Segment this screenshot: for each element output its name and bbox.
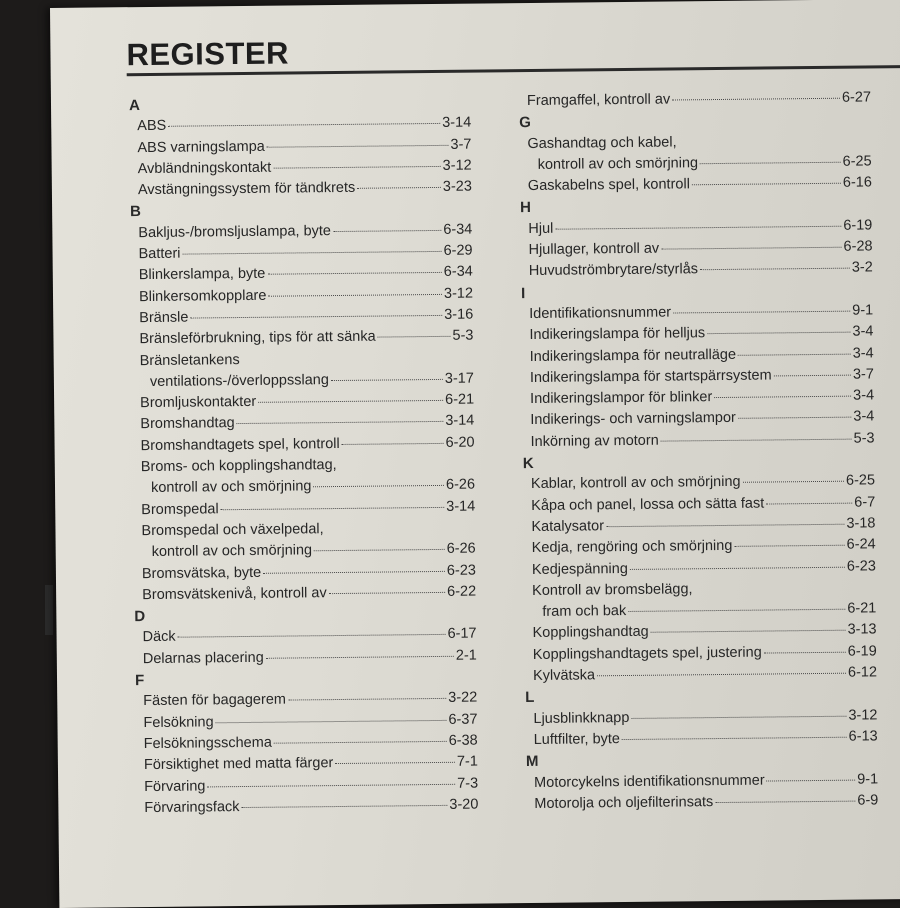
index-entry-name: Gaskabelns spel, kontroll bbox=[527, 176, 690, 195]
index-entry-name: Indikeringslampor för blinker bbox=[530, 389, 713, 408]
index-entry-page: 6-29 bbox=[443, 242, 473, 259]
index-entry-page: 9-1 bbox=[852, 302, 874, 319]
index-entry-page: 6-23 bbox=[846, 557, 876, 575]
index-entry-page: 3-12 bbox=[442, 157, 472, 174]
index-entry-name: Katalysator bbox=[531, 518, 605, 535]
index-section-letter: K bbox=[522, 455, 534, 473]
index-entry-name: Motorcykelns identifikationsnummer bbox=[534, 772, 765, 791]
dot-leader bbox=[267, 272, 441, 275]
dot-leader bbox=[651, 630, 846, 633]
index-entry-heading: Bränsletankens bbox=[139, 351, 240, 369]
index-entry-page: 3-2 bbox=[851, 259, 873, 276]
index-entry-page: 3-14 bbox=[446, 498, 476, 515]
index-entry-name: Inkörning av motorn bbox=[530, 432, 659, 450]
index-entry-name: Felsökningsschema bbox=[143, 734, 272, 752]
dot-leader bbox=[313, 485, 444, 487]
index-entry-name: Indikeringslampa för neutralläge bbox=[529, 346, 737, 365]
index-entry-page: 2-1 bbox=[455, 647, 477, 664]
index-entry-name: Kablar, kontroll av och smörjning bbox=[530, 474, 741, 493]
dot-leader bbox=[258, 400, 443, 403]
index-entry bbox=[136, 794, 478, 819]
dot-leader bbox=[168, 123, 440, 127]
index-entry-page: 5-3 bbox=[853, 430, 875, 447]
index-entry-page: 6-26 bbox=[446, 540, 476, 558]
index-entry-name: Förvaringsfack bbox=[144, 798, 240, 816]
index-entry-page: 3-4 bbox=[853, 408, 875, 426]
index-entry-page: 6-28 bbox=[843, 238, 873, 255]
index-entry-name: ventilations-/överloppsslang bbox=[149, 371, 329, 390]
dot-leader bbox=[331, 379, 443, 381]
index-entry-name: Bromljuskontakter bbox=[140, 394, 257, 412]
index-entry-name: Kåpa och panel, lossa och sätta fast bbox=[531, 495, 765, 514]
dot-leader bbox=[333, 230, 441, 232]
dot-leader bbox=[630, 566, 845, 569]
index-entry-page: 6-22 bbox=[447, 583, 477, 600]
index-entry-page: 3-22 bbox=[448, 689, 478, 707]
index-entry-name: Avbländningskontakt bbox=[137, 159, 272, 177]
index-section-letter: L bbox=[525, 689, 535, 707]
dot-leader bbox=[241, 805, 447, 808]
index-entry-page: 3-14 bbox=[445, 413, 475, 430]
dot-leader bbox=[555, 226, 841, 230]
index-section-letter: A bbox=[128, 97, 140, 115]
index-entry-name: kontroll av och smörjning bbox=[150, 478, 312, 497]
index-entry-page: 3-18 bbox=[846, 515, 876, 532]
index-entry-page: 3-20 bbox=[449, 796, 479, 813]
dot-leader bbox=[628, 609, 845, 612]
index-entry-name: fram och bak bbox=[542, 603, 627, 621]
index-entry-page: 6-21 bbox=[847, 600, 877, 617]
index-section-letter: B bbox=[130, 203, 142, 221]
dot-leader bbox=[774, 374, 851, 376]
index-entry-page: 6-37 bbox=[448, 711, 478, 728]
dot-leader bbox=[342, 443, 444, 445]
index-section-letter: H bbox=[520, 199, 532, 217]
dot-leader bbox=[700, 268, 850, 271]
index-entry-name: Bränsle bbox=[139, 309, 189, 327]
index-entry-page: 6-7 bbox=[854, 494, 876, 511]
index-entry-name: Indikeringslampa för startspärrsystem bbox=[529, 367, 772, 386]
dot-leader bbox=[357, 187, 441, 189]
index-entry-name: Kopplingshandtag bbox=[532, 624, 649, 642]
index-entry-name: ABS varningslampa bbox=[137, 138, 265, 156]
index-section-letter: M bbox=[525, 753, 539, 771]
index-entry-name: Motorolja och oljefilterinsats bbox=[534, 793, 714, 812]
dot-leader bbox=[183, 251, 442, 255]
index-entry-name: Delarnas placering bbox=[142, 649, 264, 667]
dot-leader bbox=[606, 524, 844, 527]
index-entry-name: Däck bbox=[142, 629, 176, 646]
index-entry-name: Ljusblinkknapp bbox=[533, 709, 630, 727]
index-entry-name: Bromshandtag bbox=[140, 415, 235, 433]
index-entry-page: 6-38 bbox=[448, 732, 478, 749]
index-entry-page: 3-7 bbox=[450, 136, 472, 153]
index-entry-name: Hjul bbox=[528, 220, 554, 237]
index-entry-page: 3-4 bbox=[853, 387, 875, 404]
index-entry-name: Indikerings- och varningslampor bbox=[530, 410, 736, 429]
dot-leader bbox=[738, 353, 851, 355]
index-entry-page: 6-16 bbox=[842, 174, 872, 191]
index-entry-page: 3-4 bbox=[852, 344, 874, 362]
index-entry-name: Försiktighet med matta färger bbox=[143, 755, 334, 774]
index-entry-name: Bromsvätskenivå, kontroll av bbox=[142, 584, 327, 603]
dot-leader bbox=[190, 315, 442, 319]
dot-leader bbox=[263, 570, 445, 573]
index-entry-heading: Broms- och kopplingshandtag, bbox=[140, 457, 337, 476]
index-entry-name: Bakljus-/bromsljuslampa, byte bbox=[138, 222, 332, 241]
index-entry-name: Bromspedal bbox=[141, 500, 219, 518]
index-column-left bbox=[129, 92, 479, 820]
index-entry-page: 3-17 bbox=[444, 370, 474, 387]
index-entry-heading: Kontroll av bromsbelägg, bbox=[532, 581, 693, 599]
index-entry-page: 3-14 bbox=[442, 114, 472, 132]
index-entry-page: 7-1 bbox=[456, 753, 479, 770]
dot-leader bbox=[673, 311, 850, 314]
index-entry-name: Kedjespänning bbox=[531, 560, 628, 578]
index-entry-page: 6-27 bbox=[841, 89, 872, 106]
index-entry-page: 6-9 bbox=[857, 792, 879, 809]
index-entry bbox=[526, 790, 878, 815]
dot-leader bbox=[329, 592, 445, 594]
index-entry-page: 3-12 bbox=[848, 706, 878, 724]
dot-leader bbox=[335, 762, 455, 764]
index-entry-page: 3-4 bbox=[852, 323, 874, 340]
dot-leader bbox=[288, 698, 446, 701]
index-page bbox=[50, 0, 900, 908]
index-entry-name: Indikeringslampa för helljus bbox=[529, 325, 706, 344]
index-entry-page: 6-19 bbox=[847, 643, 877, 660]
dot-leader bbox=[178, 634, 446, 638]
index-entry-name: Blinkersomkopplare bbox=[138, 287, 267, 305]
index-entry-page: 6-12 bbox=[847, 664, 878, 681]
index-entry-page: 6-20 bbox=[445, 434, 475, 451]
dot-leader bbox=[221, 507, 445, 510]
index-entry-page: 6-34 bbox=[443, 221, 473, 238]
index-entry-page: 5-3 bbox=[452, 327, 474, 345]
dot-leader bbox=[661, 247, 841, 250]
dot-leader bbox=[274, 741, 447, 744]
index-entry-name: Kedja, rengöring och smörjning bbox=[531, 538, 733, 557]
index-section-letter: I bbox=[520, 284, 526, 302]
dot-leader bbox=[707, 332, 850, 335]
dot-leader bbox=[631, 715, 846, 718]
dot-leader bbox=[314, 549, 445, 551]
index-entry-page: 6-19 bbox=[843, 217, 873, 234]
index-entry-page: 6-25 bbox=[845, 472, 876, 490]
dot-leader bbox=[700, 162, 841, 164]
dot-leader bbox=[714, 396, 851, 398]
dot-leader bbox=[207, 783, 455, 787]
dot-leader bbox=[764, 651, 846, 653]
dot-leader bbox=[715, 800, 855, 802]
dot-leader bbox=[268, 294, 442, 297]
index-entry-name: ABS bbox=[137, 118, 167, 135]
index-column-right bbox=[519, 87, 879, 815]
page-title: REGISTER bbox=[126, 35, 290, 73]
dot-leader bbox=[237, 421, 444, 424]
dot-leader bbox=[738, 417, 852, 419]
index-entry-page: 6-17 bbox=[447, 625, 477, 643]
dot-leader bbox=[597, 673, 846, 677]
index-entry-page: 6-24 bbox=[846, 536, 876, 553]
index-entry-page: 3-13 bbox=[847, 621, 877, 639]
index-entry-name: Luftfilter, byte bbox=[533, 730, 621, 748]
index-entry-name: Huvudströmbrytare/styrlås bbox=[528, 261, 699, 280]
index-entry-name: Förvaring bbox=[144, 777, 206, 795]
index-entry-name: Kopplingshandtagets spel, justering bbox=[532, 644, 762, 663]
index-entry-name: Blinkerslampa, byte bbox=[138, 266, 266, 284]
dot-leader bbox=[767, 779, 856, 781]
index-entry-name: Identifikationsnummer bbox=[529, 304, 672, 322]
index-entry-page: 3-16 bbox=[444, 306, 474, 323]
index-entry-page: 6-13 bbox=[848, 728, 878, 745]
dot-leader bbox=[692, 183, 841, 186]
index-section-letter: G bbox=[519, 114, 531, 132]
index-entry-page: 6-25 bbox=[842, 153, 872, 170]
index-entry-name: Hjullager, kontroll av bbox=[528, 240, 660, 259]
index-entry-page: 3-7 bbox=[852, 366, 874, 383]
index-entry-page: 3-23 bbox=[442, 178, 472, 196]
dot-leader bbox=[743, 481, 844, 483]
index-section-letter: D bbox=[134, 608, 146, 626]
index-entry-name: Kylvätska bbox=[532, 667, 596, 684]
index-entry-page: 7-3 bbox=[457, 775, 479, 792]
index-entry-heading: Gashandtag och kabel, bbox=[527, 134, 677, 152]
dot-leader bbox=[734, 545, 844, 547]
page-edge-tab bbox=[45, 585, 53, 635]
index-entry-name: Bromshandtagets spel, kontroll bbox=[140, 435, 340, 454]
dot-leader bbox=[266, 656, 454, 659]
index-entry-name: Bromsvätska, byte bbox=[141, 564, 262, 582]
index-entry-name: kontroll av och smörjning bbox=[151, 542, 313, 561]
index-entry-name: Avstängningssystem för tändkrets bbox=[137, 180, 356, 199]
index-entry-page: 6-34 bbox=[443, 263, 473, 281]
index-entry-page: 3-12 bbox=[443, 285, 474, 302]
dot-leader bbox=[661, 438, 852, 441]
index-section-letter: F bbox=[134, 672, 145, 690]
dot-leader bbox=[672, 98, 840, 101]
dot-leader bbox=[766, 502, 852, 504]
dot-leader bbox=[378, 336, 451, 338]
index-entry-page: 6-26 bbox=[445, 476, 476, 494]
index-entry-name: kontroll av och smörjning bbox=[537, 155, 699, 173]
dot-leader bbox=[267, 144, 449, 147]
index-entry-page: 9-1 bbox=[857, 770, 879, 788]
index-entry-page: 6-21 bbox=[445, 391, 475, 409]
index-entry-name: Framgaffel, kontroll av bbox=[526, 91, 671, 110]
index-entry-heading: Bromspedal och växelpedal, bbox=[141, 521, 324, 540]
index-entry-name: Bränsleförbrukning, tips för att sänka bbox=[139, 328, 376, 348]
dot-leader bbox=[216, 719, 447, 722]
index-entry-page: 6-23 bbox=[446, 562, 476, 579]
index-entry-name: Batteri bbox=[138, 245, 181, 263]
index-entry-name: Felsökning bbox=[143, 713, 214, 731]
index-entry-name: Fästen för bagagerem bbox=[143, 691, 287, 710]
dot-leader bbox=[622, 737, 847, 740]
dot-leader bbox=[273, 166, 440, 169]
